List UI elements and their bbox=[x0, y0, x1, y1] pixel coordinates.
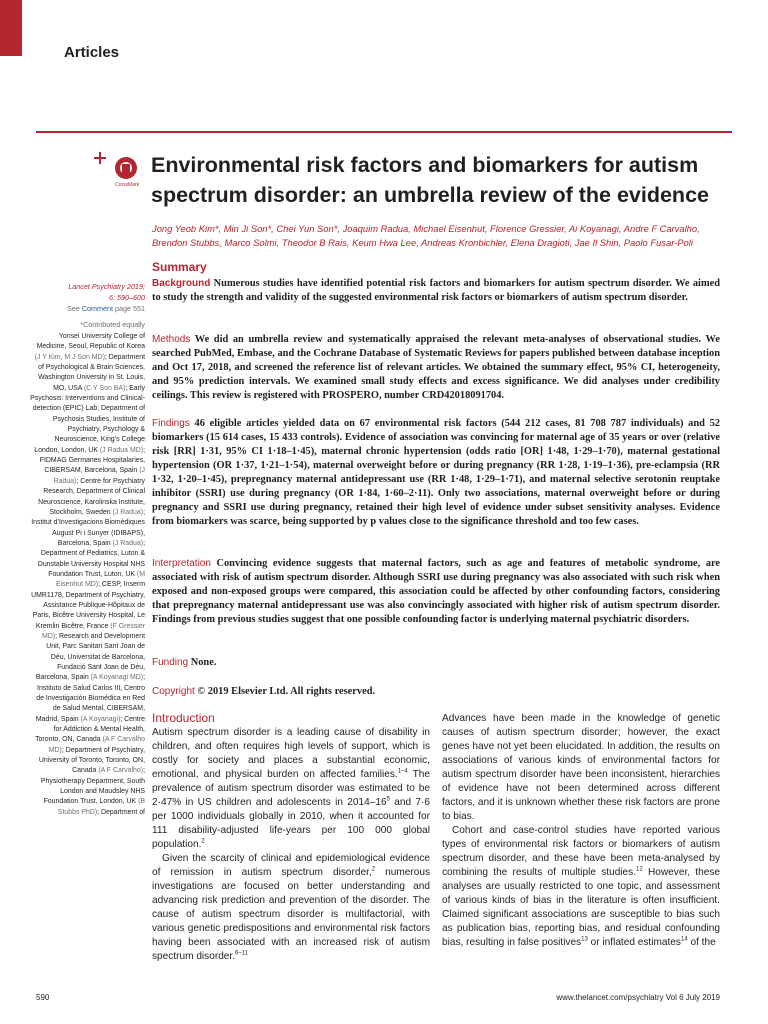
affiliation-text: Yonsei University College of Medicine, Seoul, Republic of Korea bbox=[36, 333, 145, 351]
body-column-right bbox=[442, 712, 720, 950]
journal-footer[interactable]: www.thelancet.com/psychiatry Vol 6 July 2019 bbox=[556, 993, 720, 1002]
section-label: Articles bbox=[64, 44, 120, 61]
affiliation-author-initials: (A Koyanagi MD) bbox=[90, 674, 144, 682]
reference-marker[interactable]: 6–11 bbox=[235, 950, 248, 957]
affiliation-text: ; Centre for Addiction & Mental Health, Toronto, ON, Canada bbox=[35, 715, 145, 744]
affiliation-text: ; CESP, Inserm UMR1178, Department of Psychiatry, Assistance Publique-Hôpitaux de Paris, Bicêtre University Hospital, Le Kremlin Bicêtre, France bbox=[31, 581, 145, 630]
body-column-left bbox=[152, 726, 430, 964]
reference-marker[interactable]: 13 bbox=[581, 936, 588, 943]
affiliation-text: ; Centre for Psychiatry Research, Department of Clinical Neuroscience, Karolinska Institute, Stockholm, Sweden bbox=[38, 477, 145, 516]
intro-paragraph: Advances have been made in the knowledge of genetic causes of autism spectrum disorder; however, the exact genes have not yet been elucidated. In addition, the results on associations of various kinds of environmental factors for autism spectrum disorder have been inconsistent, hierarchies of evidence have not been determined across different factors, and it is unknown whether these risk factors are prone to bias. bbox=[442, 713, 720, 822]
intro-paragraph: Given the scarcity of clinical and epidemiological evidence of remission in autism spectrum disorder,$^2$ numerous investigations are focused on better understanding and advancing risk prediction and prevention of the disorder. The cause of autism spectrum disorder is multifactorial, with various genetic predispositions and environmental risk factors having been associated with an increased risk of autism spectrum disorder.$^{6-11}$ bbox=[152, 853, 430, 962]
affiliation-text: ; Early Psychosis: Interventions and Clinical-detection (EPIC) Lab, Department of Psychosis Studies, Institute of Psychiatry, Psychology & Neuroscience, King’s College London, London, UK bbox=[30, 384, 145, 454]
affiliation-text: ; Instituto de Salud Carlos III, Centro de Investigación Biomédica en Red de Salud Mental, CIBERSAM, Madrid, Spain bbox=[35, 674, 145, 723]
affiliation-text: ; Research and Development Unit, Parc Sanitari Sant Joan de Déu, Universitat de Barcelona, Fundació Sant Joan de Déu, Barcelona, Spain bbox=[35, 632, 145, 682]
reference-marker[interactable]: 5 bbox=[386, 796, 390, 803]
affiliation-author-initials: (A F Carvalho) bbox=[98, 767, 144, 775]
affiliation-author-initials: (M Eisenhut MD) bbox=[56, 570, 145, 589]
affiliation-author-initials: (F Gressier MD) bbox=[42, 622, 145, 640]
affiliation-author-initials: (A Koyanagi) bbox=[80, 715, 121, 723]
header-divider bbox=[36, 131, 732, 133]
page-number: 590 bbox=[36, 993, 50, 1002]
author-list: Jong Yeob Kim*, Min Ji Son*, Chei Yun Son*, Joaquim Radua, Michael Eisenhut, Florence Gressier, Ai Koyanagi, Andre F Carvalho, Brendon Stubbs, Marco Solmi, Theodor B Rais, Keum Hwa Lee, Andreas Kronbichler, Elena Dragioti, Jae Il Shin, Paolo Fusar-Poli bbox=[152, 223, 700, 248]
affiliation-text: ; Department of Psychiatry, University of Toronto, Toronto, ON, Canada bbox=[38, 746, 145, 775]
affiliation-author-initials: (C Y Son BA) bbox=[83, 384, 126, 392]
affiliation-author-initials: (J Radua) bbox=[112, 508, 144, 516]
abstract-interpretation: Interpretation Convincing evidence suggests that maternal factors, such as age and features of metabolic syndrome, are associated with risk of autism spectrum disorder. Although SSRI use during pregnancy was also associated with such risk when exposed and non-exposed groups were compared, this association could be affected by other confounding factors, considering that prepregnancy maternal antidepressant use was also convincingly associated with higher risk of autism spectrum disorder. Findings from previous studies suggest that one possible confounding factor is underlying maternal psychiatric disorders. bbox=[152, 558, 720, 625]
affiliation-text: ; Institut d’Investigacions Biomèdiques August Pi i Sunyer (IDIBAPS), Barcelona, Spain bbox=[31, 508, 145, 547]
affiliations bbox=[30, 332, 145, 818]
affiliation-author-initials: (J Y Kim, M J Son MD) bbox=[34, 353, 105, 361]
intro-paragraph: Cohort and case-control studies have reported various types of environmental risk factors or biomarkers of autism spectrum disorder, and these have been meta-analysed by combining the results of multiple studies.$^{12}$ However, these analyses are usually restricted to one topic, and assessment of various kinds of bias in the literature is often insufficient. Claimed significant associations are susceptible to bias such as publication bias, reporting bias, and residual confounding bias, resulting in false positives$^{13}$ or inflated estimates$^{14}$ of the bbox=[442, 825, 720, 948]
affiliation-text: ; Physiotherapy Department, South London and Maudsley NHS Foundation Trust, London, UK bbox=[40, 767, 145, 806]
comment-link[interactable]: Comment bbox=[81, 304, 114, 313]
article-title: Environmental risk factors and biomarkers for autism spectrum disorder: an umbrella review of the evidence bbox=[151, 153, 709, 207]
affiliation-author-initials: (J Radua MD) bbox=[99, 446, 144, 454]
reference-marker[interactable]: 1–4 bbox=[397, 768, 408, 775]
abstract-funding: Funding None. bbox=[152, 657, 217, 668]
affiliation-text: ; Department of Psychological & Brain Sciences, Washington University in St. Louis, MO, USA bbox=[38, 353, 145, 392]
crossmark-label: CrossMark bbox=[115, 182, 140, 188]
abstract-findings: Findings 46 eligible articles yielded data on 67 environmental risk factors (544 212 cases, 81 708 787 individuals) and 52 biomarkers (15 614 cases, 15 433 controls). Evidence of association was convincing for maternal age of 35 years or over (relative risk [RR] 1·31, 95% CI 1·18–1·45), maternal chronic hypertension (odds ratio [OR] 1·48, 1·29–1·70), maternal gestational hypertension (OR 1·37, 1·21–1·54), maternal overweight before or during pregnancy (RR 1·28, 1·19–1·36), pre-eclampsia (RR 1·32, 1·20–1·45), prepregnancy maternal antidepressant use (RR 1·48, 1·29–1·71), and maternal selective serotonin reuptake inhibitor (SSRI) use during pregnancy (OR 1·84, 1·60–2·11). Only two associations, maternal overweight before or during pregnancy and SSRI use during pregnancy, retained their high level of evidence under subset sensitivity analyses. Evidence from biomarkers was scarce, being supported by p values close to the significance threshold and too few cases. bbox=[152, 418, 720, 527]
affiliation-text: ; Department of bbox=[97, 808, 145, 816]
abstract-copyright: Copyright © 2019 Elsevier Ltd. All rights reserved. bbox=[152, 686, 376, 697]
affiliation-text: ; Department of Pediatrics, Luton & Dunstable University Hospital NHS Foundation Trust, Luton, UK bbox=[37, 539, 145, 578]
reference-marker[interactable]: 2 bbox=[371, 866, 376, 873]
summary-heading: Summary bbox=[152, 260, 207, 274]
abstract-methods: Methods We did an umbrella review and systematically appraised the relevant meta-analyses of observational studies. We searched PubMed, Embase, and the Cochrane Database of Systematic Reviews for papers published between database inception and Oct 17, 2018, and screened the reference list of relevant articles. We obtained the summary effect, 95% CI, heterogeneity, and 95% prediction intervals. We examined small study effects and excess significance. We did analyses under credibility ceilings. This review is registered with PROSPERO, number CRD42018091704. bbox=[152, 334, 720, 401]
affiliation-text: ; FIDMAG Germanes Hospitalaries, CIBERSAM, Barcelona, Spain bbox=[39, 446, 145, 475]
introduction-heading: Introduction bbox=[152, 711, 215, 725]
reference-marker[interactable]: 14 bbox=[680, 936, 688, 943]
contributed-note: *Contributed equally bbox=[80, 320, 145, 329]
accent-bar bbox=[0, 0, 22, 56]
abstract-background: Background Numerous studies have identified potential risk factors and biomarkers for autism spectrum disorder. We aimed to study the strength and validity of the suggested environmental risk factors or biomarkers of autism spectrum disorder. bbox=[152, 278, 720, 303]
affiliation-author-initials: (J Radua) bbox=[112, 539, 144, 547]
affiliation-author-initials: (J Radua) bbox=[53, 467, 145, 485]
citation-block bbox=[30, 281, 145, 314]
reference-marker[interactable]: 2 bbox=[201, 838, 205, 845]
affiliation-author-initials: (A F Carvalho MD) bbox=[48, 736, 145, 754]
intro-paragraph: Autism spectrum disorder is a leading cause of disability in children, and often requires high levels of support, which is costly for society and places a substantial economic, emotional, and physical burden on affected families.$^{1-4}$ The prevalence of autism spectrum disorder was estimated to be 2·47% in US children and adolescents in 2014–16$^5$ and 7·6 per 1000 individuals globally in 2010, when it accounted for 111 disability-adjusted life-years per 100 000 global population.$^2$ bbox=[152, 727, 430, 850]
journal-volume-pages: 6: 590–600 bbox=[109, 293, 145, 302]
reference-marker[interactable]: 12 bbox=[636, 866, 643, 873]
affiliation-author-initials: (B Stubbs PhD) bbox=[57, 798, 145, 816]
see-comment: See Comment page 551 bbox=[67, 304, 145, 313]
journal-citation: Lancet Psychiatry 2019; bbox=[68, 282, 145, 291]
